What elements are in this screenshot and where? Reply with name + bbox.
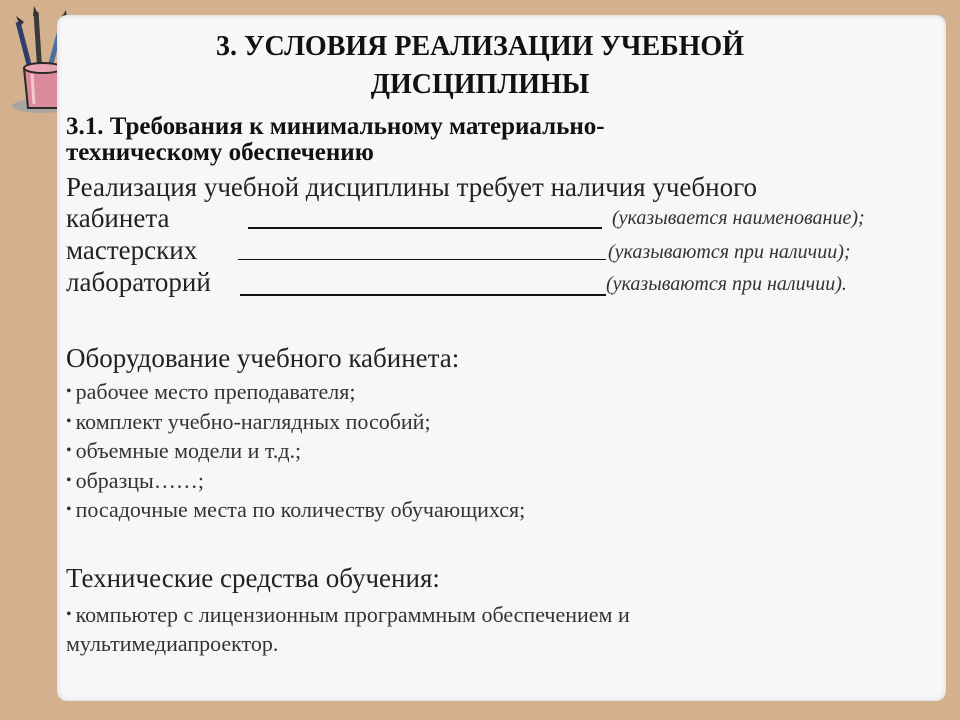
- bullet-icon: •: [66, 606, 72, 623]
- bullet-icon: •: [66, 412, 72, 430]
- technical-text: [66, 600, 926, 658]
- list-item: • рабочее место преподавателя;: [66, 379, 356, 404]
- technical-heading: Технические средства обучения:: [66, 563, 440, 593]
- subheading-line-1: 3.1. Требования к минимальному материально-: [66, 113, 605, 140]
- room-label: кабинета: [66, 203, 170, 233]
- intro-text: Реализация учебной дисциплины требует наличия учебного: [66, 172, 758, 202]
- room-note: (указываются при наличии).: [606, 273, 847, 295]
- list-item: • посадочные места по количеству обучающихся;: [66, 497, 526, 522]
- bullet-icon: •: [66, 442, 72, 459]
- subheading: [66, 114, 866, 166]
- list-item: • комплект учебно-наглядных пособий;: [66, 408, 431, 434]
- list-item: • объемные модели и т.д.;: [66, 438, 302, 463]
- bullet-icon: •: [66, 471, 72, 489]
- fill-in-line: [240, 294, 606, 296]
- fill-in-line: [248, 227, 602, 229]
- equipment-list: [66, 377, 525, 525]
- page-title: [120, 28, 840, 104]
- room-note: (указывается наименование);: [612, 207, 865, 229]
- title-line-2: ДИСЦИПЛИНЫ: [370, 69, 590, 100]
- list-item: • компьютер с лицензионным программным обеспечением и: [66, 602, 630, 627]
- room-note: (указываются при наличии);: [608, 241, 851, 263]
- room-label: лабораторий: [66, 267, 211, 297]
- subheading-line-2: техническому обеспечению: [66, 139, 374, 166]
- list-item: • образцы……;: [66, 467, 204, 493]
- bullet-icon: •: [66, 383, 72, 400]
- title-line-1: 3. УСЛОВИЯ РЕАЛИЗАЦИИ УЧЕБНОЙ: [216, 31, 744, 62]
- technical-text-line-2: мультимедиапроектор.: [66, 631, 279, 656]
- bullet-icon: •: [66, 501, 72, 518]
- fill-in-line: [238, 259, 606, 260]
- room-label: мастерских: [66, 235, 198, 265]
- equipment-heading: Оборудование учебного кабинета:: [66, 343, 460, 373]
